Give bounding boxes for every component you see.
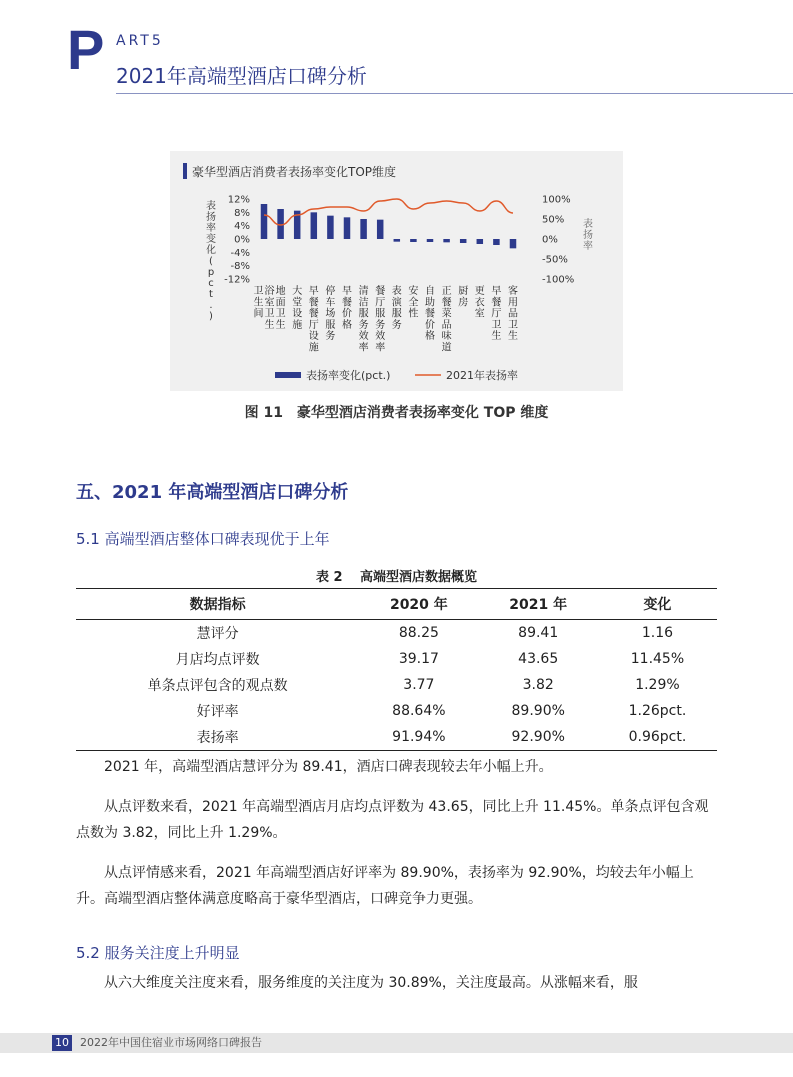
table-cell: 3.82 bbox=[522, 677, 554, 693]
paragraph: 从点评情感来看，2021 年高端型酒店好评率为 89.90%，表扬率为 92.90%，均较去年小幅上升。高端型酒店整体满意度略高于豪华型酒店，口碑竞争力更强。 bbox=[76, 865, 694, 907]
category-label: 安全性 bbox=[408, 286, 419, 320]
part-label: ART5 bbox=[116, 33, 164, 49]
table-row bbox=[76, 698, 717, 724]
table-cell: 1.16 bbox=[641, 625, 674, 641]
category-label: 卫生间浴室卫生 bbox=[253, 286, 275, 331]
right-tick-label: 100% bbox=[542, 194, 571, 206]
right-tick-label: -50% bbox=[542, 254, 568, 266]
legend-bar-swatch bbox=[275, 372, 301, 378]
data-table bbox=[76, 588, 717, 751]
left-tick-label: -8% bbox=[230, 261, 250, 273]
table-cell: 3.77 bbox=[403, 677, 435, 693]
category-label: 表演服务 bbox=[391, 286, 402, 331]
subsection-heading-5-1: 5.1 高端型酒店整体口碑表现优于上年 bbox=[76, 530, 330, 548]
bar bbox=[443, 239, 450, 242]
table-cell: 月店均点评数 bbox=[175, 652, 260, 668]
table-cell: 表扬率 bbox=[196, 730, 239, 746]
part-letter: P bbox=[67, 18, 105, 81]
right-tick-label: 0% bbox=[542, 234, 558, 246]
table-cell: 好评率 bbox=[196, 704, 239, 720]
bar bbox=[344, 217, 351, 239]
subsection-heading-5-2: 5.2 服务关注度上升明显 bbox=[76, 944, 240, 962]
table-row bbox=[76, 620, 717, 647]
bar bbox=[493, 239, 500, 245]
table-header-cell: 变化 bbox=[643, 597, 672, 613]
category-label: 停车场服务 bbox=[325, 286, 336, 343]
figure-caption: 图 11 豪华型酒店消费者表扬率变化 TOP 维度 bbox=[244, 405, 549, 421]
category-label: 正餐菜品味道 bbox=[441, 286, 452, 354]
bar bbox=[311, 212, 318, 239]
legend-line-label: 2021年表扬率 bbox=[446, 369, 518, 382]
header-divider bbox=[116, 93, 793, 94]
left-tick-label: 0% bbox=[234, 234, 250, 246]
bar bbox=[377, 220, 384, 239]
left-tick-label: -12% bbox=[224, 274, 250, 286]
right-axis-ticks bbox=[542, 195, 574, 286]
category-label: 大堂设施 bbox=[292, 286, 303, 331]
table-cell: 39.17 bbox=[398, 651, 439, 667]
table-caption: 表 2 高端型酒店数据概览 bbox=[315, 570, 478, 585]
chart-legend bbox=[275, 368, 518, 382]
page-title: 2021年高端型酒店口碑分析 bbox=[116, 64, 367, 88]
left-tick-label: 8% bbox=[234, 207, 250, 219]
bar bbox=[510, 239, 517, 248]
bar bbox=[360, 219, 367, 239]
left-tick-label: 12% bbox=[227, 194, 250, 206]
bar bbox=[394, 239, 401, 242]
category-label: 地面卫生 bbox=[275, 286, 286, 331]
table-cell: 单条点评包含的观点数 bbox=[147, 678, 288, 694]
line-series bbox=[264, 199, 513, 225]
bar bbox=[327, 216, 334, 239]
table-cell: 91.94% bbox=[392, 729, 446, 745]
table-cell: 88.25 bbox=[398, 625, 439, 641]
bar bbox=[460, 239, 467, 243]
paragraph: 从点评数来看，2021 年高端型酒店月店均点评数为 43.65，同比上升 11.45%。单条点评包含观点数为 3.82，同比上升 1.29%。 bbox=[76, 799, 709, 841]
footer-text: 2022年中国住宿业市场网络口碑报告 bbox=[80, 1036, 262, 1049]
category-label: 早餐价格 bbox=[342, 286, 352, 331]
table-cell: 89.41 bbox=[518, 625, 559, 641]
category-label: 自助餐价格 bbox=[425, 286, 435, 343]
right-tick-label: 50% bbox=[542, 214, 565, 226]
category-label: 厨房 bbox=[458, 286, 469, 309]
paragraph: 2021 年，高端型酒店慧评分为 89.41，酒店口碑表现较去年小幅上升。 bbox=[104, 759, 553, 775]
table-cell: 0.96pct. bbox=[628, 729, 687, 745]
bar bbox=[261, 204, 268, 239]
table-header-cell: 2021 年 bbox=[509, 597, 568, 613]
bar bbox=[410, 239, 417, 242]
table-row bbox=[76, 724, 717, 751]
category-label: 早餐餐厅设施 bbox=[308, 286, 319, 354]
left-tick-label: 4% bbox=[234, 221, 250, 233]
legend-bar-label: 表扬率变化(pct.) bbox=[306, 369, 391, 382]
table-cell: 43.65 bbox=[518, 651, 559, 667]
category-label: 餐厅服务效率 bbox=[375, 286, 386, 354]
right-tick-label: -100% bbox=[542, 274, 575, 286]
table-cell: 1.29% bbox=[635, 677, 680, 693]
table-row bbox=[76, 646, 717, 672]
table-header-row bbox=[76, 589, 717, 620]
chart bbox=[170, 151, 623, 391]
table-header-cell: 2020 年 bbox=[389, 597, 448, 613]
left-axis-label: 表扬率变化( p c t . ) bbox=[206, 201, 216, 322]
category-label: 清洁服务效率 bbox=[358, 286, 369, 354]
section-heading: 五、2021 年高端型酒店口碑分析 bbox=[76, 482, 349, 503]
left-tick-label: -4% bbox=[230, 247, 250, 259]
table-header-cell: 数据指标 bbox=[189, 597, 246, 613]
bar bbox=[427, 239, 434, 242]
paragraph: 从六大维度关注度来看，服务维度的关注度为 30.89%，关注度最高。从涨幅来看，服 bbox=[104, 975, 638, 991]
table-row bbox=[76, 672, 717, 698]
category-label: 更衣室 bbox=[474, 286, 485, 320]
category-label: 客用品卫生 bbox=[508, 286, 518, 343]
category-label: 早餐厅卫生 bbox=[491, 286, 502, 343]
table-cell: 88.64% bbox=[392, 703, 446, 719]
table-cell: 89.90% bbox=[511, 703, 565, 719]
table-cell: 92.90% bbox=[511, 729, 565, 745]
chart-title: 豪华型酒店消费者表扬率变化TOP维度 bbox=[192, 165, 397, 179]
table-cell: 11.45% bbox=[630, 651, 685, 667]
right-axis-label: 表扬率 bbox=[583, 219, 593, 252]
left-axis-ticks bbox=[224, 195, 250, 286]
page-number: 10 bbox=[52, 1035, 72, 1051]
table-cell: 1.26pct. bbox=[628, 703, 687, 719]
category-labels bbox=[254, 284, 519, 354]
bar bbox=[477, 239, 484, 244]
table-cell: 慧评分 bbox=[196, 626, 239, 642]
